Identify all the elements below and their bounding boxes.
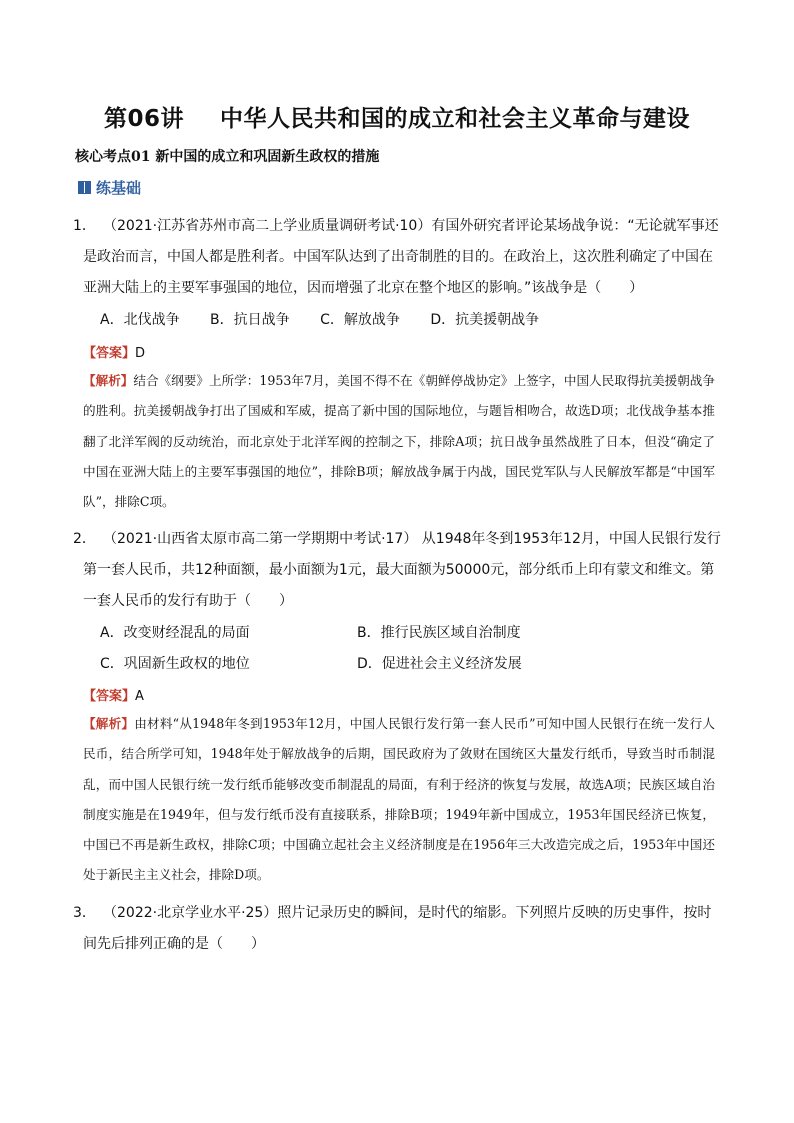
analysis-tag: 【解析】 [83,716,135,731]
question-2 [73,524,723,617]
question-3 [73,898,723,960]
question-1-options [100,309,565,329]
question-1-answer [83,342,145,361]
question-2-analysis [83,709,715,891]
question-text: （2021·江苏省苏州市高二上学业质量调研考试·10）有国外研究者评论某场战争说：“无论就军事还是政治而言，中国人都是胜利者。中国军队达到了出奇制胜的目的。在政治上，这次胜利确定了中国在亚洲大陆上的主要军事强国的地位，因而增强了北京在整个地区的影响。”该战争是（ ） [83,218,719,296]
page-title [0,100,794,133]
option-d: D．抗美援朝战争 [430,312,540,328]
question-number: 2． [73,531,96,547]
answer-tag: 【答案】 [83,689,136,704]
option-b: B．推行民族区域自治制度 [357,625,521,641]
question-1-analysis [83,366,715,517]
answer-value: D [135,346,146,361]
section-heading [78,177,141,198]
question-2-answer [83,685,144,704]
analysis-text: 由材料“从1948年冬到1953年12月，中国人民银行发行第一套人民币”可知中国人民银行在统一发行人民币，结合所学可知，1948年处于解放战争的后期，国民政府为了敛财在国统区大量发行纸币，导致当时币制混乱，而中国人民银行统一发行纸币能够改变币制混乱的局面，有利于经济的恢复与发展，故选A项；民族区域自治制度实施是在1949年，但与发行纸币没有直接联系，排除B项；1949年新中国成立，1953年国民经济已恢复，中国已不再是新生政权，排除C项；中国确立起社会主义经济制度是在1956年三大改造完成之后，1953年中国还处于新民主主义社会，排除D项。 [83,716,715,883]
question-text: （2022·北京学业水平·25）照片记录历史的瞬间，是时代的缩影。下列照片反映的历史事件，按时间先后排列正确的是（ ） [83,905,712,952]
option-c: C．巩固新生政权的地位 [100,656,250,672]
question-text: （2021·山西省太原市高二第一学期期中考试·17） 从1948年冬到1953年12月，中国人民银行发行第一套人民币，共12种面额，最小面额为1元，最大面额为50000元，部分纸币上印有蒙文和维文。第一套人民币的发行有助于（ ） [83,531,721,609]
question-number: 3． [73,905,96,921]
option-a: A．北伐战争 [100,312,180,328]
section-label: 练基础 [96,179,142,197]
question-1 [73,211,723,304]
core-point-heading: 核心考点01 新中国的成立和巩固新生政权的措施 [75,149,380,165]
question-number: 1． [73,218,96,234]
answer-tag: 【答案】 [83,346,136,361]
option-a: A．改变财经混乱的局面 [100,625,250,641]
analysis-text: 结合《纲要》上所学：1953年7月，美国不得不在《朝鲜停战协定》上签字，中国人民取得抗美援朝战争的胜利。抗美援朝战争打出了国威和军威，提高了新中国的国际地位，与题旨相吻合，故选D项；北伐战争基本推翻了北洋军阀的反动统治，而北京处于北洋军阀的控制之下，排除A项；抗日战争虽然战胜了日本，但没“确定了中国在亚洲大陆上的主要军事强国的地位”，排除B项；解放战争属于内战，国民党军队与人民解放军都是“中国军队”，排除C项。 [83,373,715,510]
answer-value: A [135,689,144,704]
lecture-title: 中华人民共和国的成立和社会主义革命与建设 [220,106,690,132]
option-c: C．解放战争 [320,312,400,328]
lecture-number: 第06讲 [103,106,184,132]
analysis-tag: 【解析】 [83,373,134,388]
book-icon [78,181,91,194]
option-d: D．促进社会主义经济发展 [357,656,522,672]
option-b: B．抗日战争 [210,312,290,328]
